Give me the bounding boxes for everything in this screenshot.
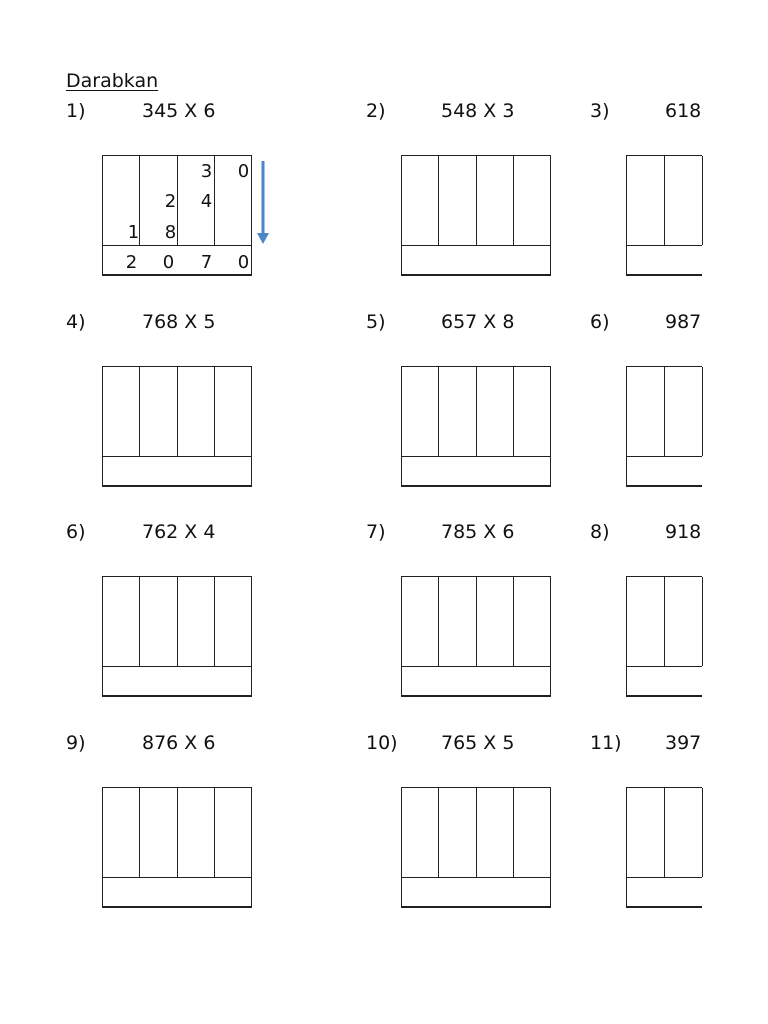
problem-4-expression: 768 X 5 xyxy=(142,311,216,333)
problem-2-expression: 548 X 3 xyxy=(441,100,515,122)
problem-11-grid xyxy=(401,787,551,877)
problem-10-grid xyxy=(102,787,252,877)
problem-1-number: 1) xyxy=(66,100,86,122)
grid-column xyxy=(140,367,177,456)
example-digit: 2 xyxy=(164,191,177,212)
problem-8-expression: 785 X 6 xyxy=(441,521,515,543)
grid-column xyxy=(514,577,550,666)
grid-column xyxy=(514,788,550,877)
example-answer-digit: 0 xyxy=(237,252,250,273)
problem-3-expression: 618 xyxy=(665,100,702,122)
grid-column xyxy=(665,577,703,666)
problem-3-number: 3) xyxy=(590,100,610,122)
grid-column xyxy=(627,367,665,456)
grid-column xyxy=(514,156,550,245)
grid-column xyxy=(439,577,476,666)
grid-column xyxy=(178,367,215,456)
grid-column xyxy=(665,788,703,877)
problem-12-answer-box xyxy=(626,877,702,908)
problem-4-grid xyxy=(102,366,252,456)
grid-column xyxy=(477,788,514,877)
problem-6-answer-box xyxy=(626,456,702,487)
grid-column xyxy=(627,577,665,666)
problem-5-number: 5) xyxy=(366,311,386,333)
problem-7-answer-box xyxy=(102,666,252,697)
grid-column xyxy=(215,788,251,877)
grid-column xyxy=(103,788,140,877)
grid-column xyxy=(439,367,476,456)
example-digit: 1 xyxy=(127,222,140,243)
problem-9-grid xyxy=(626,576,702,666)
problem-5-expression: 657 X 8 xyxy=(441,311,515,333)
problem-2-number: 2) xyxy=(366,100,386,122)
grid-column xyxy=(477,577,514,666)
grid-column xyxy=(439,156,476,245)
problem-10-answer-box xyxy=(102,877,252,908)
down-arrow-icon xyxy=(257,161,269,245)
problem-5-answer-box xyxy=(401,456,551,487)
problem-10-expression: 876 X 6 xyxy=(142,732,216,754)
problem-12-grid xyxy=(626,787,702,877)
problem-9-number: 8) xyxy=(590,521,610,543)
example-digit: 0 xyxy=(237,161,250,182)
problem-8-grid xyxy=(401,576,551,666)
grid-column xyxy=(402,156,439,245)
grid-column xyxy=(477,156,514,245)
example-answer-digit: 2 xyxy=(125,252,138,273)
problem-12-number: 11) xyxy=(590,732,622,754)
grid-column xyxy=(665,367,703,456)
worksheet-title: Darabkan xyxy=(66,70,159,92)
grid-column xyxy=(215,577,251,666)
grid-column xyxy=(140,577,177,666)
problem-9-answer-box xyxy=(626,666,702,697)
grid-column xyxy=(103,577,140,666)
problem-11-number: 10) xyxy=(366,732,398,754)
problem-12-expression: 397 xyxy=(665,732,702,754)
problem-11-expression: 765 X 5 xyxy=(441,732,515,754)
problem-1-expression: 345 X 6 xyxy=(142,100,216,122)
problem-9-expression: 918 xyxy=(665,521,702,543)
problem-2-answer-box xyxy=(401,245,551,276)
grid-column xyxy=(178,788,215,877)
grid-column xyxy=(178,577,215,666)
problem-8-answer-box xyxy=(401,666,551,697)
problem-4-number: 4) xyxy=(66,311,86,333)
problem-7-expression: 762 X 4 xyxy=(142,521,216,543)
problem-6-number: 6) xyxy=(590,311,610,333)
grid-column xyxy=(402,788,439,877)
problem-6-expression: 987 xyxy=(665,311,702,333)
problem-5-grid xyxy=(401,366,551,456)
problem-11-answer-box xyxy=(401,877,551,908)
example-digit: 4 xyxy=(200,191,213,212)
grid-column xyxy=(103,367,140,456)
grid-column xyxy=(477,367,514,456)
problem-2-grid xyxy=(401,155,551,245)
example-answer-digit: 7 xyxy=(200,252,213,273)
problem-7-grid xyxy=(102,576,252,666)
grid-column xyxy=(215,367,251,456)
grid-column xyxy=(402,577,439,666)
problem-6-grid xyxy=(626,366,702,456)
problem-3-grid xyxy=(626,155,702,245)
example-answer-digit: 0 xyxy=(162,252,175,273)
example-digit: 8 xyxy=(164,222,177,243)
grid-column xyxy=(627,156,665,245)
problem-4-answer-box xyxy=(102,456,252,487)
problem-3-answer-box xyxy=(626,245,702,276)
grid-column xyxy=(627,788,665,877)
grid-column xyxy=(140,788,177,877)
example-digit: 3 xyxy=(200,161,213,182)
grid-column xyxy=(402,367,439,456)
grid-column xyxy=(514,367,550,456)
problem-10-number: 9) xyxy=(66,732,86,754)
problem-7-number: 6) xyxy=(66,521,86,543)
problem-8-number: 7) xyxy=(366,521,386,543)
grid-column xyxy=(439,788,476,877)
grid-column xyxy=(665,156,703,245)
